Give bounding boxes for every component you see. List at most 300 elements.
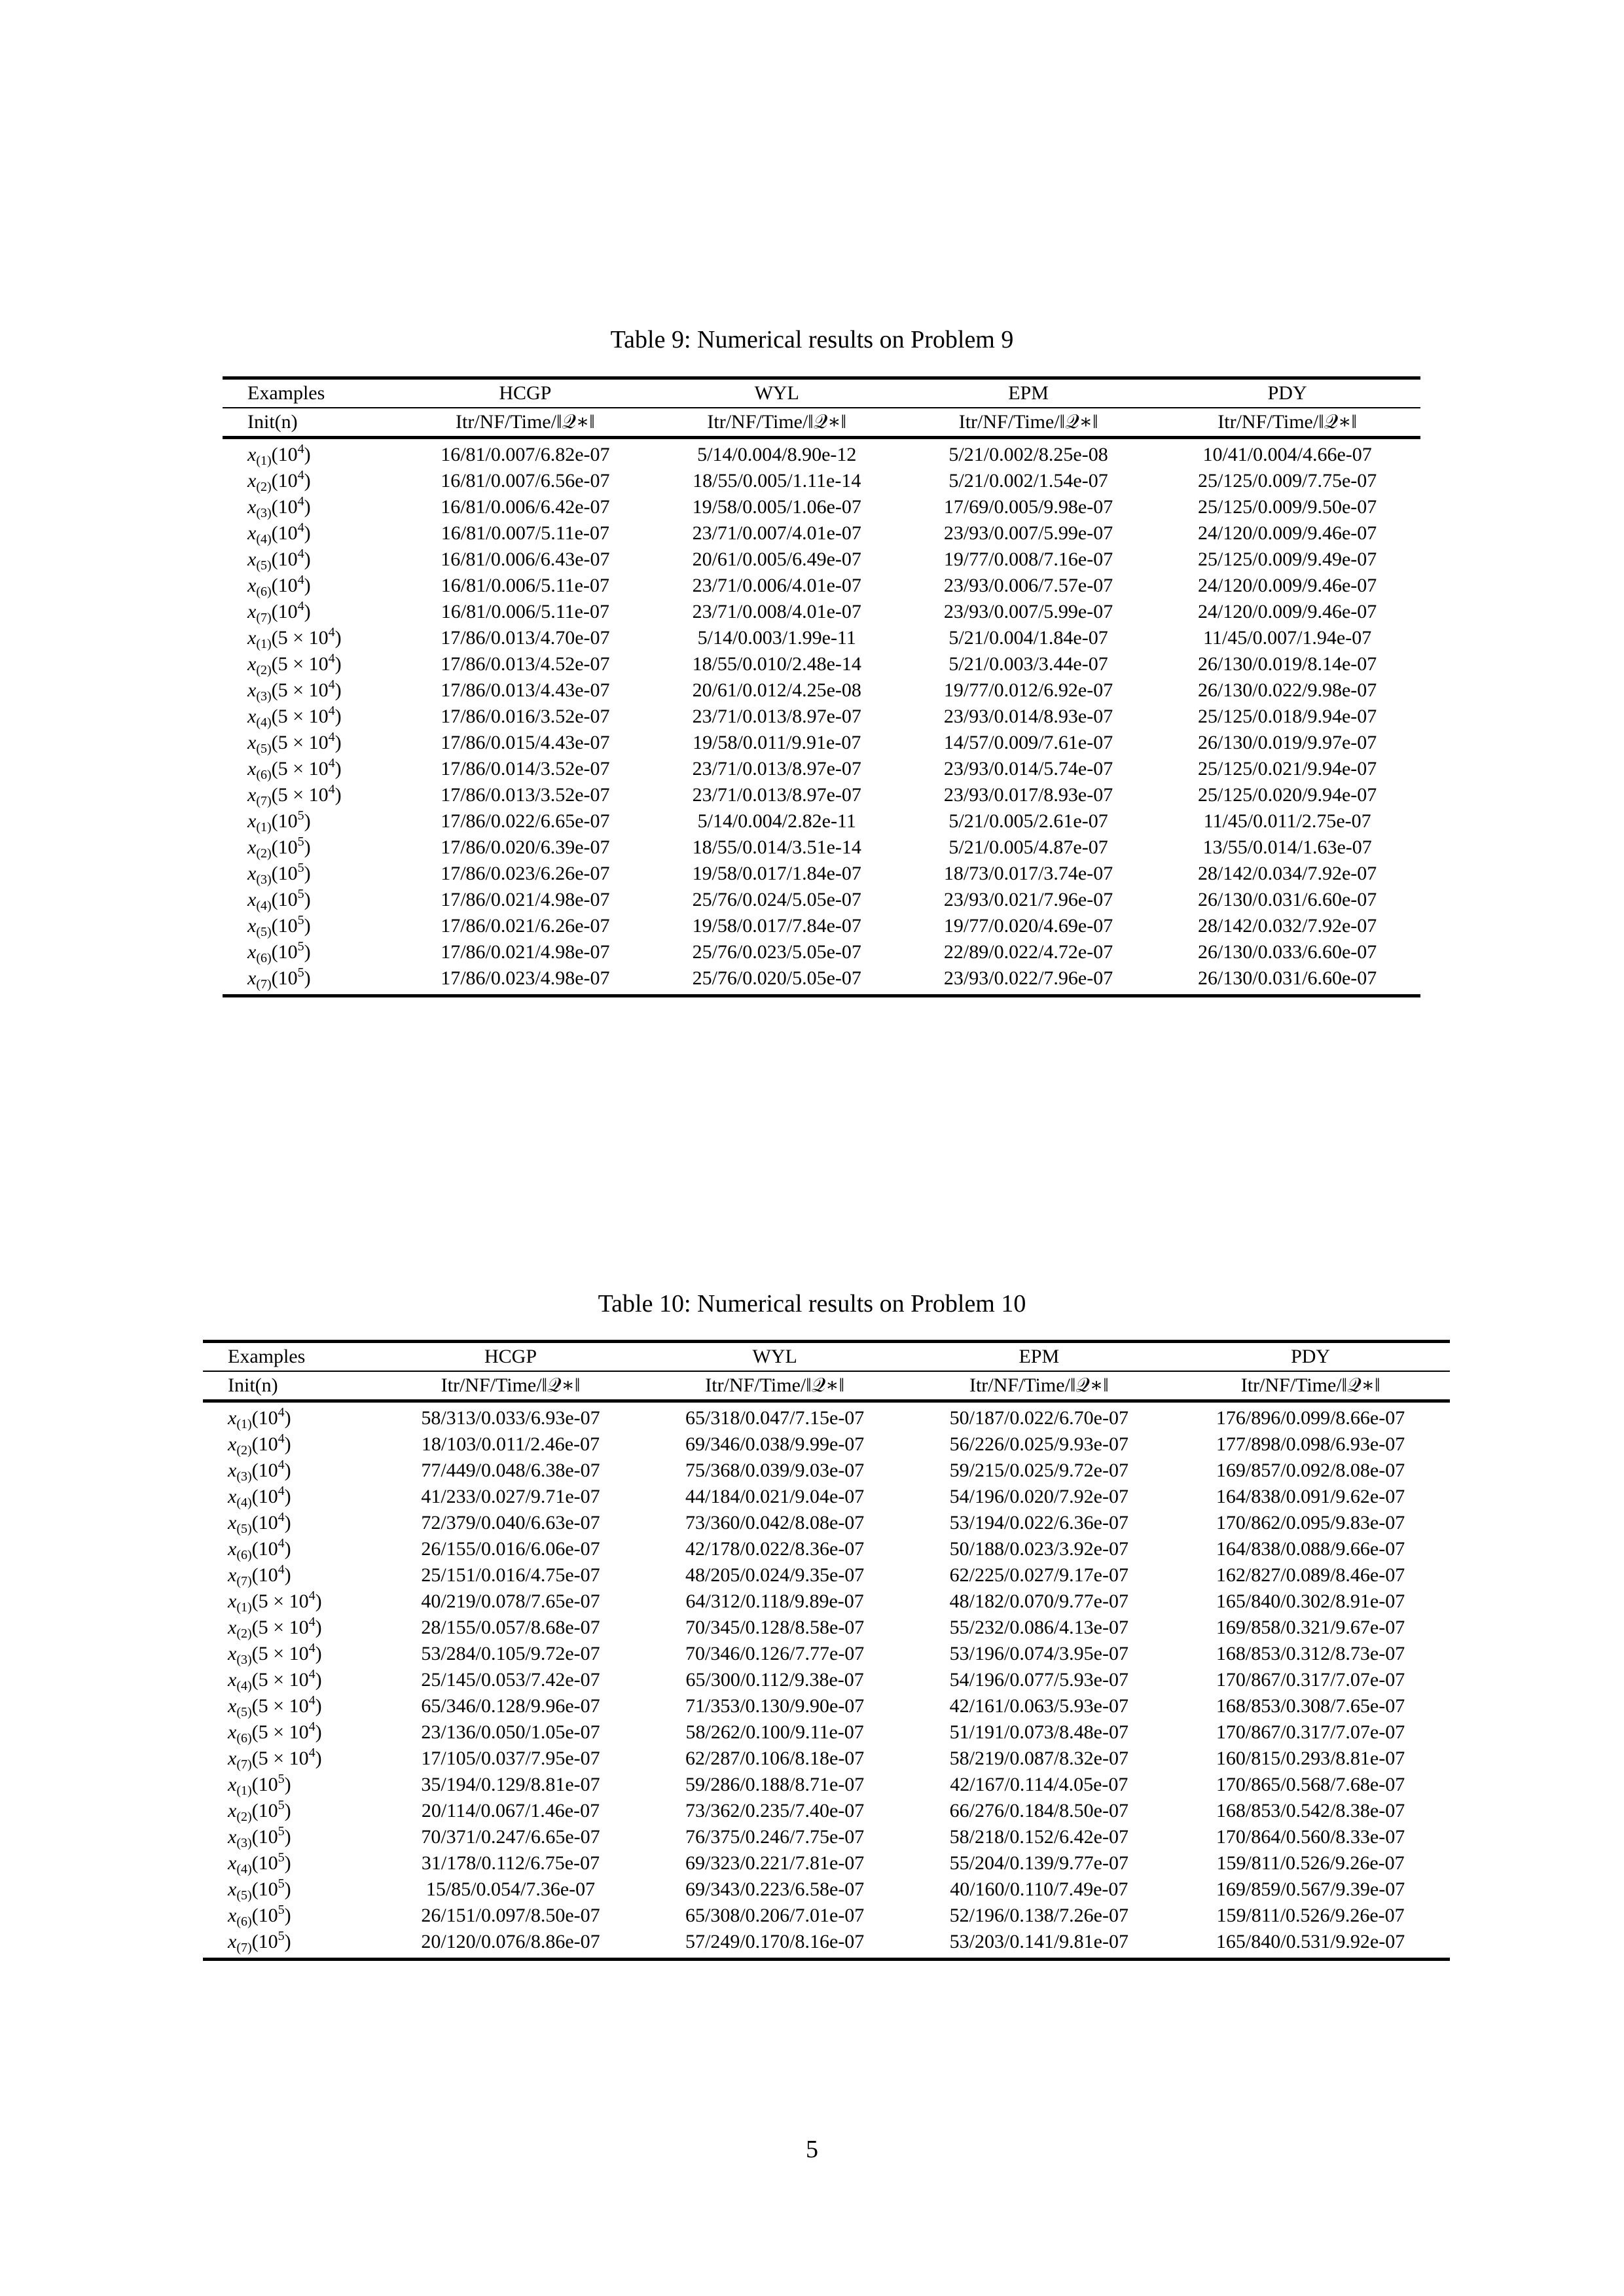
init-n: (5 × 10 — [271, 706, 329, 727]
result-cell-hcgp: 25/145/0.053/7.42e-07 — [421, 1669, 600, 1691]
init-cell — [203, 1431, 378, 1458]
column-header-examples: Examples — [203, 1342, 378, 1372]
result-cell-epm: 48/182/0.070/9.77e-07 — [949, 1590, 1128, 1612]
init-close: ) — [334, 627, 342, 649]
init-sub: (1) — [236, 1784, 252, 1798]
result-cell-wyl: 65/300/0.112/9.38e-07 — [685, 1669, 864, 1691]
init-x: x — [228, 1407, 237, 1429]
result-cell-epm: 23/93/0.014/8.93e-07 — [943, 706, 1113, 727]
result-cell-wyl: 19/58/0.017/1.84e-07 — [692, 863, 861, 884]
column-subheader-metrics: Itr/NF/Time/‖𝒬∗‖ — [378, 1371, 643, 1401]
column-subheader-init: Init(n) — [223, 408, 399, 438]
init-close: ) — [304, 836, 311, 858]
init-close: ) — [284, 1826, 291, 1848]
result-cell-wyl: 23/71/0.008/4.01e-07 — [692, 601, 861, 622]
init-cell — [203, 1719, 378, 1746]
result-cell-hcgp: 20/120/0.076/8.86e-07 — [378, 1929, 643, 1960]
result-cell-hcgp: 16/81/0.007/6.56e-07 — [441, 470, 610, 492]
init-exp: 4 — [278, 1562, 285, 1577]
result-cell-pdy: 168/853/0.308/7.65e-07 — [1216, 1695, 1405, 1717]
result-cell-wyl: 73/362/0.235/7.40e-07 — [685, 1800, 865, 1821]
result-cell-epm: 14/57/0.009/7.61e-07 — [943, 732, 1113, 753]
result-cell-wyl: 75/368/0.039/9.03e-07 — [685, 1460, 865, 1481]
init-exp: 5 — [278, 1824, 285, 1839]
init-n: (10 — [271, 915, 298, 937]
init-n: (5 × 10 — [271, 758, 329, 780]
init-exp: 5 — [297, 887, 304, 901]
result-cell-epm: 66/276/0.184/8.50e-07 — [949, 1800, 1128, 1821]
table-row — [203, 1693, 1450, 1719]
init-exp: 5 — [278, 1876, 285, 1891]
init-x: x — [247, 941, 257, 963]
init-close: ) — [304, 601, 311, 622]
result-cell-epm: 40/160/0.110/7.49e-07 — [950, 1878, 1128, 1900]
result-cell-hcgp: 41/233/0.027/9.71e-07 — [421, 1486, 600, 1507]
init-n: (5 × 10 — [251, 1748, 309, 1769]
result-cell-epm: 23/93/0.017/8.93e-07 — [943, 784, 1113, 806]
result-cell-hcgp: 26/155/0.016/6.06e-07 — [421, 1538, 600, 1560]
init-x: x — [228, 1669, 237, 1691]
init-exp: 4 — [297, 468, 304, 482]
init-sub: (5) — [236, 1705, 252, 1719]
init-cell — [223, 704, 399, 730]
init-sub: (4) — [236, 1496, 252, 1510]
init-sub: (3) — [236, 1469, 252, 1484]
init-sub: (2) — [236, 1810, 252, 1824]
result-cell-wyl: 23/71/0.007/4.01e-07 — [692, 522, 861, 544]
init-cell — [223, 756, 399, 782]
init-exp: 5 — [278, 1903, 285, 1917]
result-cell-pdy: 162/827/0.089/8.46e-07 — [1216, 1564, 1405, 1586]
result-cell-pdy: 24/120/0.009/9.46e-07 — [1197, 575, 1377, 596]
init-close: ) — [284, 1931, 291, 1952]
column-subheader-metrics: Itr/NF/Time/‖𝒬∗‖ — [1171, 1371, 1450, 1401]
init-sub: (1) — [256, 637, 272, 651]
result-cell-hcgp: 17/86/0.021/4.98e-07 — [441, 941, 610, 963]
result-cell-wyl: 73/360/0.042/8.08e-07 — [685, 1512, 865, 1534]
init-exp: 5 — [297, 834, 304, 849]
init-x: x — [228, 1512, 237, 1534]
table-subheader-row — [203, 1371, 1450, 1401]
result-cell-wyl: 59/286/0.188/8.71e-07 — [685, 1774, 865, 1795]
result-cell-pdy: 24/120/0.009/9.46e-07 — [1197, 601, 1377, 622]
result-cell-wyl: 69/323/0.221/7.81e-07 — [685, 1852, 865, 1874]
result-cell-pdy: 26/130/0.031/6.60e-07 — [1197, 889, 1377, 910]
result-cell-hcgp: 77/449/0.048/6.38e-07 — [421, 1460, 600, 1481]
column-header-method: WYL — [643, 1342, 907, 1372]
result-cell-epm: 53/196/0.074/3.95e-07 — [949, 1643, 1128, 1664]
result-cell-wyl: 76/375/0.246/7.75e-07 — [685, 1826, 865, 1848]
result-cell-epm: 62/225/0.027/9.17e-07 — [949, 1564, 1128, 1586]
init-exp: 4 — [308, 1588, 316, 1603]
init-n: (5 × 10 — [251, 1669, 309, 1691]
result-cell-hcgp: 17/86/0.022/6.65e-07 — [441, 810, 610, 832]
init-x: x — [228, 1800, 237, 1821]
init-x: x — [247, 784, 257, 806]
init-close: ) — [304, 496, 311, 518]
init-close: ) — [315, 1617, 322, 1638]
init-x: x — [228, 1617, 237, 1638]
init-x: x — [228, 1721, 237, 1743]
init-exp: 4 — [308, 1641, 316, 1655]
result-cell-hcgp: 16/81/0.006/5.11e-07 — [441, 575, 609, 596]
init-n: (10 — [251, 1800, 278, 1821]
init-close: ) — [315, 1748, 322, 1769]
table-row — [203, 1719, 1450, 1746]
result-cell-pdy: 170/865/0.568/7.68e-07 — [1216, 1774, 1405, 1795]
table-row — [223, 468, 1420, 494]
table-row — [223, 887, 1420, 913]
init-sub: (4) — [256, 715, 272, 730]
init-x: x — [247, 627, 257, 649]
result-cell-hcgp: 26/151/0.097/8.50e-07 — [421, 1905, 600, 1926]
init-x: x — [247, 732, 257, 753]
init-x: x — [228, 1564, 237, 1586]
column-subheader-metrics: Itr/NF/Time/‖𝒬∗‖ — [399, 408, 651, 438]
init-exp: 4 — [297, 547, 304, 561]
init-exp: 4 — [297, 442, 304, 456]
init-n: (10 — [251, 1905, 278, 1926]
result-cell-wyl: 64/312/0.118/9.89e-07 — [685, 1590, 864, 1612]
result-cell-pdy: 160/815/0.293/8.81e-07 — [1216, 1748, 1405, 1769]
result-cell-wyl: 19/58/0.017/7.84e-07 — [692, 915, 861, 937]
init-close: ) — [304, 863, 311, 884]
result-cell-hcgp: 17/86/0.013/4.52e-07 — [441, 653, 610, 675]
init-n: (5 × 10 — [251, 1617, 309, 1638]
result-cell-wyl: 69/343/0.223/6.58e-07 — [685, 1878, 865, 1900]
init-sub: (4) — [256, 532, 272, 547]
init-x: x — [247, 679, 257, 701]
init-n: (5 × 10 — [271, 784, 329, 806]
table-row — [203, 1824, 1450, 1850]
init-n: (10 — [251, 1407, 278, 1429]
result-cell-pdy: 170/867/0.317/7.07e-07 — [1216, 1669, 1405, 1691]
init-cell — [203, 1588, 378, 1615]
init-cell — [203, 1693, 378, 1719]
init-close: ) — [284, 1564, 291, 1586]
init-exp: 4 — [308, 1615, 316, 1629]
column-header-method: HCGP — [378, 1342, 643, 1372]
init-cell — [203, 1876, 378, 1903]
init-x: x — [247, 810, 257, 832]
init-n: (10 — [271, 601, 298, 622]
init-n: (10 — [271, 836, 298, 858]
init-cell — [223, 625, 399, 651]
column-subheader-metrics: Itr/NF/Time/‖𝒬∗‖ — [651, 408, 903, 438]
result-cell-wyl: 44/184/0.021/9.04e-07 — [685, 1486, 865, 1507]
result-cell-wyl: 5/14/0.004/2.82e-11 — [697, 810, 856, 832]
result-cell-pdy: 159/811/0.526/9.26e-07 — [1216, 1852, 1405, 1874]
result-cell-pdy: 25/125/0.009/9.49e-07 — [1197, 548, 1377, 570]
result-cell-hcgp: 15/85/0.054/7.36e-07 — [425, 1878, 596, 1900]
table-row — [223, 913, 1420, 939]
result-cell-pdy: 25/125/0.018/9.94e-07 — [1197, 706, 1377, 727]
result-cell-pdy: 11/45/0.011/2.75e-07 — [1203, 810, 1371, 832]
init-exp: 5 — [297, 913, 304, 927]
init-sub: (1) — [236, 1417, 252, 1431]
init-close: ) — [284, 1433, 291, 1455]
init-x: x — [247, 496, 257, 518]
table-body — [203, 1401, 1450, 1960]
result-cell-wyl: 18/55/0.005/1.11e-14 — [693, 470, 861, 492]
result-cell-wyl: 20/61/0.005/6.49e-07 — [692, 548, 861, 570]
result-cell-wyl: 19/58/0.011/9.91e-07 — [693, 732, 861, 753]
result-cell-pdy: 11/45/0.007/1.94e-07 — [1203, 627, 1372, 649]
table-row — [223, 677, 1420, 704]
init-sub: (2) — [236, 1626, 252, 1641]
column-header-method: EPM — [907, 1342, 1171, 1372]
result-cell-epm: 58/218/0.152/6.42e-07 — [949, 1826, 1128, 1848]
init-exp: 4 — [308, 1746, 316, 1760]
result-cell-hcgp: 17/86/0.013/4.43e-07 — [441, 679, 610, 701]
init-close: ) — [304, 967, 311, 989]
init-n: (10 — [251, 1852, 278, 1874]
result-cell-wyl: 58/262/0.100/9.11e-07 — [685, 1721, 864, 1743]
init-cell — [203, 1510, 378, 1536]
result-cell-pdy: 164/838/0.088/9.66e-07 — [1216, 1538, 1405, 1560]
result-cell-pdy: 28/142/0.034/7.92e-07 — [1197, 863, 1377, 884]
init-x: x — [247, 836, 257, 858]
init-close: ) — [334, 706, 342, 727]
init-cell — [223, 599, 399, 625]
result-cell-pdy: 168/853/0.542/8.38e-07 — [1216, 1800, 1405, 1821]
init-cell — [203, 1798, 378, 1824]
result-cell-pdy: 26/130/0.022/9.98e-07 — [1197, 679, 1377, 701]
init-x: x — [228, 1774, 237, 1795]
table-row — [223, 651, 1420, 677]
init-cell — [223, 677, 399, 704]
table-subheader-row — [223, 408, 1420, 438]
init-x: x — [247, 548, 257, 570]
init-close: ) — [304, 941, 311, 963]
result-cell-hcgp: 17/86/0.021/4.98e-07 — [441, 889, 610, 910]
table-row — [223, 547, 1420, 573]
result-cell-pdy: 25/125/0.009/7.75e-07 — [1197, 470, 1377, 492]
result-cell-wyl: 23/71/0.006/4.01e-07 — [692, 575, 861, 596]
result-cell-epm: 18/73/0.017/3.74e-07 — [943, 863, 1113, 884]
table-row — [203, 1458, 1450, 1484]
result-cell-epm: 50/188/0.023/3.92e-07 — [949, 1538, 1128, 1560]
init-n: (5 × 10 — [271, 627, 329, 649]
column-subheader-init: Init(n) — [203, 1371, 378, 1401]
result-cell-pdy: 25/125/0.020/9.94e-07 — [1197, 784, 1377, 806]
result-cell-pdy: 165/840/0.531/9.92e-07 — [1171, 1929, 1450, 1960]
table-9 — [223, 376, 1420, 997]
init-n: (5 × 10 — [271, 653, 329, 675]
init-close: ) — [284, 1407, 291, 1429]
table-header-row — [223, 378, 1420, 408]
result-cell-epm: 22/89/0.022/4.72e-07 — [943, 941, 1113, 963]
result-cell-pdy: 170/864/0.560/8.33e-07 — [1216, 1826, 1405, 1848]
result-cell-hcgp: 25/151/0.016/4.75e-07 — [421, 1564, 600, 1586]
table-row — [203, 1667, 1450, 1693]
column-subheader-metrics: Itr/NF/Time/‖𝒬∗‖ — [1154, 408, 1420, 438]
result-cell-pdy: 24/120/0.009/9.46e-07 — [1197, 522, 1377, 544]
column-header-method: PDY — [1171, 1342, 1450, 1372]
result-cell-pdy: 165/840/0.302/8.91e-07 — [1216, 1590, 1405, 1612]
init-close: ) — [304, 810, 311, 832]
result-cell-hcgp: 28/155/0.057/8.68e-07 — [421, 1617, 600, 1638]
init-close: ) — [284, 1486, 291, 1507]
init-cell — [223, 573, 399, 599]
init-exp: 4 — [308, 1667, 316, 1681]
init-sub: (5) — [236, 1522, 252, 1536]
init-x: x — [228, 1826, 237, 1848]
init-close: ) — [284, 1512, 291, 1534]
result-cell-wyl: 57/249/0.170/8.16e-07 — [643, 1929, 907, 1960]
init-exp: 4 — [328, 704, 335, 718]
init-x: x — [247, 653, 257, 675]
result-cell-wyl: 42/178/0.022/8.36e-07 — [685, 1538, 865, 1560]
init-close: ) — [304, 522, 311, 544]
result-cell-epm: 52/196/0.138/7.26e-07 — [949, 1905, 1128, 1926]
init-close: ) — [304, 470, 311, 492]
result-cell-pdy: 26/130/0.031/6.60e-07 — [1154, 965, 1420, 996]
table-row — [203, 1431, 1450, 1458]
table-10 — [203, 1340, 1450, 1961]
init-sub: (1) — [236, 1600, 252, 1615]
init-sub: (6) — [256, 951, 272, 965]
init-n: (10 — [271, 863, 298, 884]
init-n: (5 × 10 — [251, 1695, 309, 1717]
result-cell-hcgp: 17/86/0.023/6.26e-07 — [441, 863, 610, 884]
init-x: x — [247, 444, 257, 465]
result-cell-pdy: 176/896/0.099/8.66e-07 — [1216, 1407, 1405, 1429]
result-cell-hcgp: 17/86/0.021/6.26e-07 — [441, 915, 610, 937]
result-cell-epm: 5/21/0.005/4.87e-07 — [948, 836, 1108, 858]
table-row — [203, 1641, 1450, 1667]
init-n: (10 — [271, 967, 298, 989]
result-cell-hcgp: 58/313/0.033/6.93e-07 — [421, 1407, 600, 1429]
init-x: x — [228, 1538, 237, 1560]
init-exp: 4 — [278, 1458, 285, 1472]
init-sub: (4) — [236, 1862, 252, 1876]
init-cell — [203, 1562, 378, 1588]
init-exp: 4 — [328, 625, 335, 639]
result-cell-hcgp: 16/81/0.007/5.11e-07 — [441, 522, 609, 544]
result-cell-hcgp: 17/105/0.037/7.95e-07 — [421, 1748, 600, 1769]
init-cell — [203, 1824, 378, 1850]
result-cell-epm: 23/93/0.014/5.74e-07 — [943, 758, 1113, 780]
init-x: x — [247, 863, 257, 884]
init-exp: 4 — [328, 651, 335, 666]
init-cell — [203, 1746, 378, 1772]
init-cell — [223, 547, 399, 573]
init-x: x — [247, 967, 257, 989]
result-cell-wyl: 18/55/0.014/3.51e-14 — [692, 836, 861, 858]
table-9-caption: Table 9: Numerical results on Problem 9 — [610, 326, 1014, 353]
init-cell — [223, 887, 399, 913]
init-sub: (3) — [236, 1836, 252, 1850]
result-cell-wyl: 69/346/0.038/9.99e-07 — [685, 1433, 865, 1455]
column-subheader-metrics: Itr/NF/Time/‖𝒬∗‖ — [643, 1371, 907, 1401]
init-close: ) — [315, 1669, 322, 1691]
init-n: (10 — [271, 889, 298, 910]
result-cell-epm: 54/196/0.020/7.92e-07 — [949, 1486, 1128, 1507]
init-close: ) — [304, 548, 311, 570]
page-number: 5 — [806, 2136, 818, 2163]
init-close: ) — [284, 1460, 291, 1481]
table-row — [203, 1772, 1450, 1798]
init-cell — [223, 913, 399, 939]
result-cell-epm: 56/226/0.025/9.93e-07 — [949, 1433, 1128, 1455]
init-n: (10 — [251, 1878, 278, 1900]
table-row — [223, 573, 1420, 599]
result-cell-hcgp: 18/103/0.011/2.46e-07 — [421, 1433, 600, 1455]
table-row — [203, 1746, 1450, 1772]
result-cell-epm: 19/77/0.020/4.69e-07 — [943, 915, 1113, 937]
table-row — [223, 494, 1420, 520]
result-cell-pdy: 26/130/0.033/6.60e-07 — [1197, 941, 1377, 963]
result-cell-pdy: 25/125/0.009/9.50e-07 — [1197, 496, 1377, 518]
init-exp: 5 — [278, 1850, 285, 1865]
init-close: ) — [284, 1852, 291, 1874]
init-exp: 5 — [278, 1929, 285, 1943]
table-row — [203, 1401, 1450, 1432]
init-cell — [203, 1401, 378, 1432]
column-header-method: WYL — [651, 378, 903, 408]
init-close: ) — [304, 575, 311, 596]
result-cell-epm: 50/187/0.022/6.70e-07 — [949, 1407, 1128, 1429]
init-close: ) — [304, 915, 311, 937]
result-cell-hcgp: 40/219/0.078/7.65e-07 — [421, 1590, 600, 1612]
init-cell — [203, 1484, 378, 1510]
init-n: (10 — [271, 810, 298, 832]
result-cell-epm: 19/77/0.012/6.92e-07 — [943, 679, 1113, 701]
table-row — [203, 1929, 1450, 1960]
result-cell-epm: 59/215/0.025/9.72e-07 — [949, 1460, 1128, 1481]
init-cell — [223, 834, 399, 861]
result-cell-wyl: 65/318/0.047/7.15e-07 — [685, 1407, 865, 1429]
init-cell — [203, 1458, 378, 1484]
init-n: (5 × 10 — [251, 1590, 309, 1612]
result-cell-epm: 54/196/0.077/5.93e-07 — [949, 1669, 1128, 1691]
result-cell-epm: 5/21/0.002/1.54e-07 — [948, 470, 1108, 492]
init-cell — [203, 1772, 378, 1798]
result-cell-wyl: 70/346/0.126/7.77e-07 — [685, 1643, 865, 1664]
init-sub: (1) — [256, 820, 272, 834]
result-cell-pdy: 10/41/0.004/4.66e-07 — [1202, 444, 1372, 465]
init-sub: (5) — [256, 925, 272, 939]
init-n: (5 × 10 — [251, 1643, 309, 1664]
result-cell-hcgp: 16/81/0.007/6.82e-07 — [441, 444, 610, 465]
result-cell-epm: 55/204/0.139/9.77e-07 — [949, 1852, 1128, 1874]
init-cell — [223, 782, 399, 808]
result-cell-pdy: 169/859/0.567/9.39e-07 — [1216, 1878, 1405, 1900]
init-n: (10 — [251, 1774, 278, 1795]
init-close: ) — [334, 732, 342, 753]
result-cell-epm: 42/167/0.114/4.05e-07 — [950, 1774, 1128, 1795]
result-cell-epm: 58/219/0.087/8.32e-07 — [949, 1748, 1128, 1769]
table-row — [223, 730, 1420, 756]
table-row — [203, 1798, 1450, 1824]
table-header-row — [203, 1342, 1450, 1372]
result-cell-epm: 5/21/0.003/3.44e-07 — [948, 653, 1108, 675]
init-sub: (7) — [236, 1574, 252, 1588]
init-sub: (6) — [236, 1731, 252, 1746]
column-header-examples: Examples — [223, 378, 399, 408]
init-exp: 4 — [297, 599, 304, 613]
result-cell-hcgp: 17/86/0.015/4.43e-07 — [441, 732, 610, 753]
init-sub: (4) — [236, 1679, 252, 1693]
result-cell-hcgp: 35/194/0.129/8.81e-07 — [421, 1774, 600, 1795]
init-n: (10 — [271, 444, 298, 465]
init-sub: (7) — [236, 1941, 252, 1955]
result-cell-wyl: 23/71/0.013/8.97e-07 — [692, 784, 861, 806]
init-n: (10 — [271, 575, 298, 596]
init-sub: (7) — [256, 794, 272, 808]
init-close: ) — [315, 1643, 322, 1664]
